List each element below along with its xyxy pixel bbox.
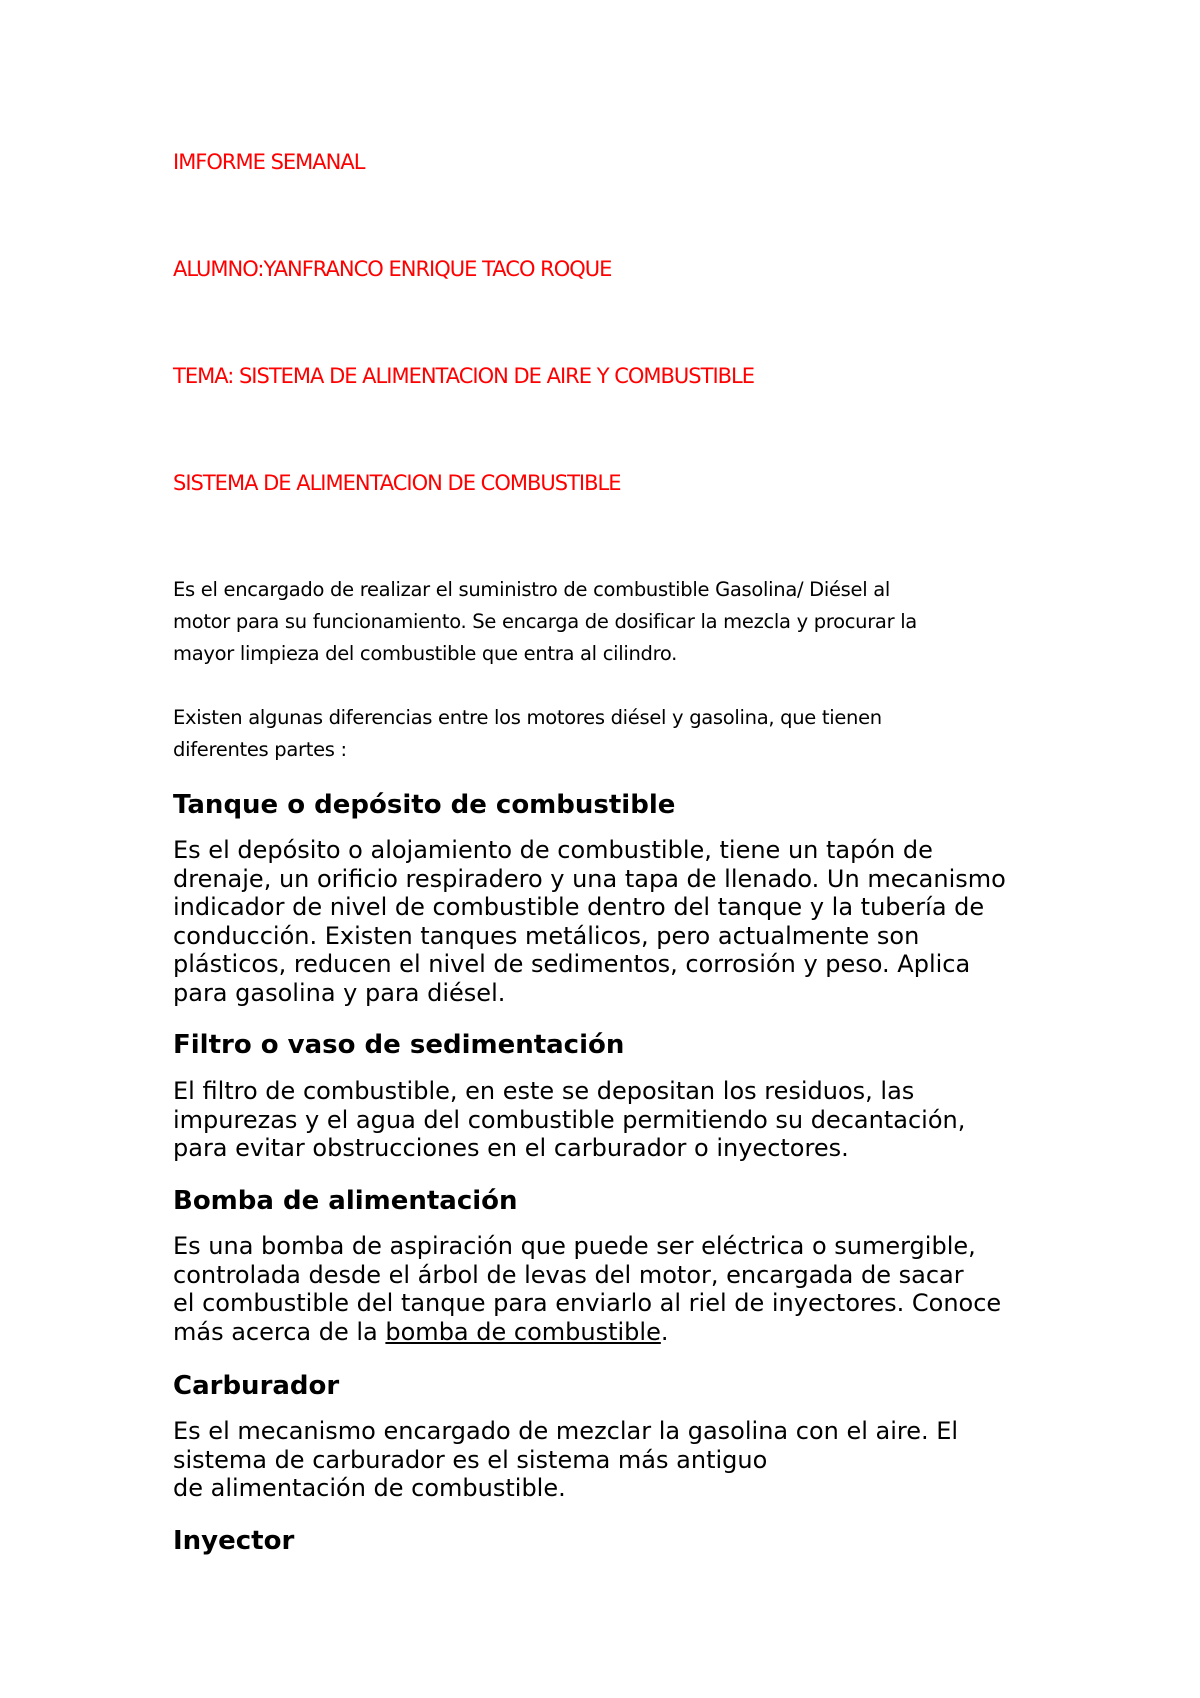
- tanque-line: Es el depósito o alojamiento de combustible, tiene un tapón de: [173, 836, 933, 864]
- filtro-line: para evitar obstrucciones en el carburador o inyectores.: [173, 1134, 849, 1162]
- bomba-last-prefix: más acerca de la: [173, 1317, 386, 1346]
- section-title: SISTEMA DE ALIMENTACION DE COMBUSTIBLE: [173, 471, 621, 495]
- heading-inyector: Inyector: [173, 1526, 295, 1556]
- differences-line: diferentes partes :: [173, 738, 347, 761]
- filtro-line: impurezas y el agua del combustible permitiendo su decantación,: [173, 1105, 966, 1134]
- heading-tanque: Tanque o depósito de combustible: [173, 790, 676, 820]
- tanque-line: plásticos, reducen el nivel de sedimentos, corrosión y peso. Aplica: [173, 950, 971, 978]
- bomba-last-line: [173, 1318, 1073, 1347]
- intro-line: mayor limpieza del combustible que entra al cilindro.: [173, 642, 678, 665]
- tanque-paragraph: [173, 836, 1073, 1007]
- heading-filtro: Filtro o vaso de sedimentación: [173, 1030, 625, 1060]
- heading-carburador: Carburador: [173, 1371, 340, 1401]
- bomba-combustible-link[interactable]: bomba de combustible: [385, 1317, 661, 1346]
- report-title: IMFORME SEMANAL: [173, 150, 365, 174]
- tanque-line: conducción. Existen tanques metálicos, pero actualmente son: [173, 921, 920, 950]
- tanque-line: drenaje, un orificio respiradero y una tapa de llenado. Un mecanismo: [173, 864, 1006, 893]
- heading-bomba: Bomba de alimentación: [173, 1186, 518, 1216]
- bomba-line: controlada desde el árbol de levas del motor, encargada de sacar: [173, 1260, 964, 1289]
- bomba-line: el combustible del tanque para enviarlo al riel de inyectores. Conoce: [173, 1289, 1002, 1317]
- carburador-line: de alimentación de combustible.: [173, 1474, 566, 1502]
- report-topic: TEMA: SISTEMA DE ALIMENTACION DE AIRE Y COMBUSTIBLE: [173, 364, 755, 388]
- tanque-line: indicador de nivel de combustible dentro del tanque y la tubería de: [173, 893, 985, 921]
- carburador-paragraph: [173, 1417, 1073, 1503]
- carburador-line: sistema de carburador es el sistema más antiguo: [173, 1445, 768, 1474]
- bomba-line: Es una bomba de aspiración que puede ser eléctrica o sumergible,: [173, 1232, 976, 1260]
- bomba-paragraph: [173, 1232, 1073, 1346]
- bomba-last-suffix: .: [660, 1317, 669, 1346]
- student-name: ALUMNO:YANFRANCO ENRIQUE TACO ROQUE: [173, 257, 612, 281]
- differences-paragraph: [173, 702, 1053, 766]
- filtro-paragraph: [173, 1077, 1073, 1163]
- intro-line: motor para su funcionamiento. Se encarga de dosificar la mezcla y procurar la: [173, 610, 917, 633]
- tanque-line: para gasolina y para diésel.: [173, 978, 506, 1007]
- carburador-line: Es el mecanismo encargado de mezclar la gasolina con el aire. El: [173, 1417, 959, 1445]
- differences-line: Existen algunas diferencias entre los motores diésel y gasolina, que tienen: [173, 706, 882, 729]
- intro-line: Es el encargado de realizar el suministro de combustible Gasolina/ Diésel al: [173, 578, 891, 601]
- filtro-line: El filtro de combustible, en este se depositan los residuos, las: [173, 1077, 915, 1105]
- intro-paragraph: [173, 574, 1053, 670]
